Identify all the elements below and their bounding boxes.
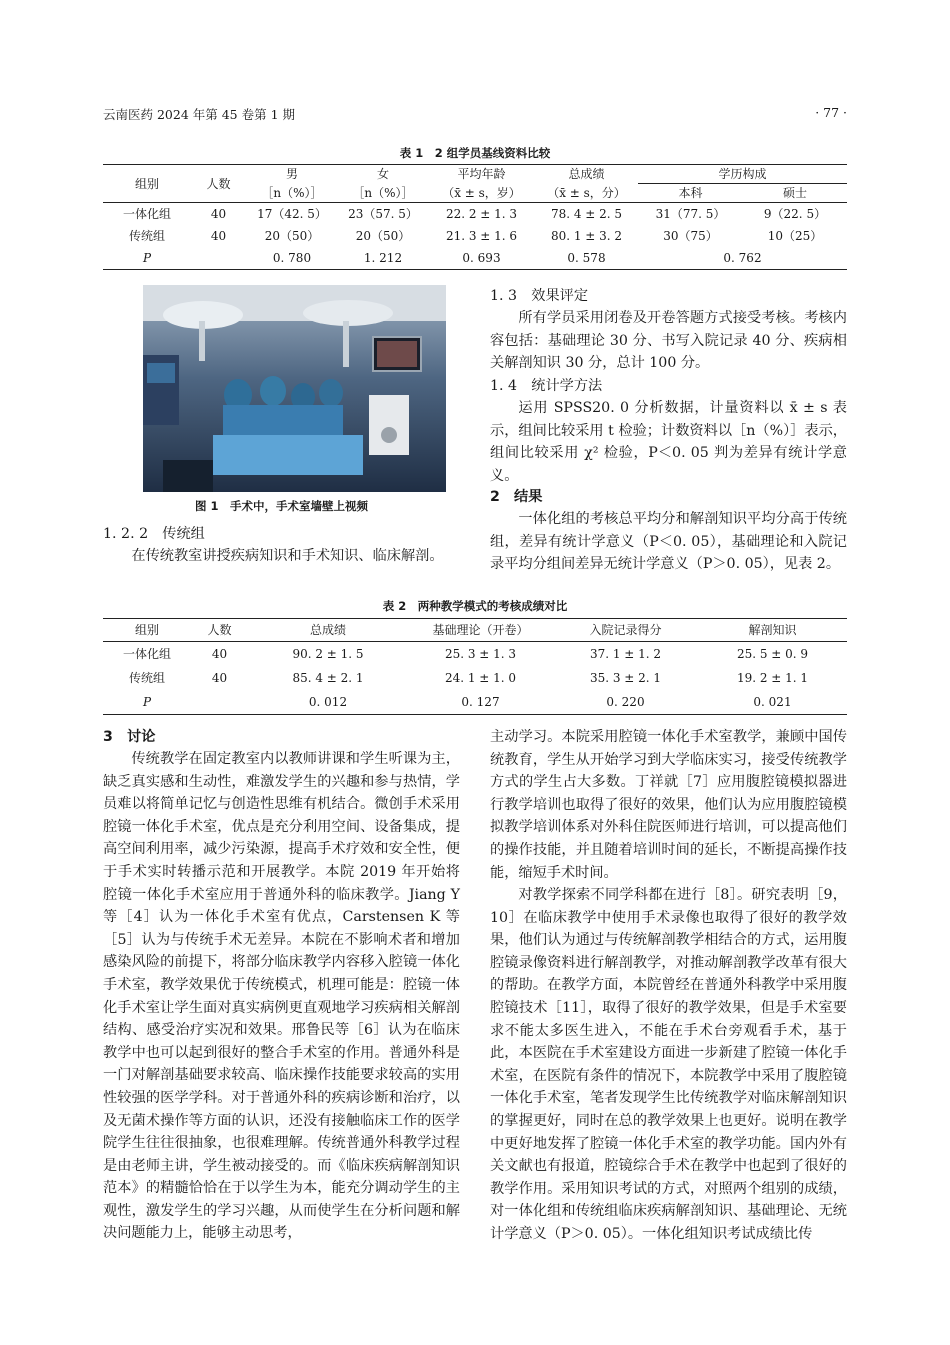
t1-h-group: 组别 <box>103 165 191 203</box>
table-cell: 0. 127 <box>408 690 553 715</box>
section-1-3-heading: 1. 3 效果评定 <box>490 288 589 304</box>
t2-h-anatomy: 解剖知识 <box>698 619 847 642</box>
table-cell: 0. 780 <box>246 247 338 270</box>
table-cell: 25. 3 ± 1. 3 <box>408 642 553 667</box>
table2 <box>103 618 847 715</box>
table-cell: 78. 4 ± 2. 5 <box>535 203 638 226</box>
table-cell: 40 <box>191 203 246 226</box>
table-cell: 传统组 <box>128 671 165 685</box>
table-cell: 40 <box>211 671 228 685</box>
table-cell: P <box>103 247 191 270</box>
table-row <box>103 225 847 247</box>
t1-h-female-unit: ［n（%）］ <box>352 185 414 200</box>
figure1-caption: 图 1 手术中，手术室墙壁上视频 <box>194 499 368 513</box>
t1-h-edu: 学历构成 <box>638 165 847 184</box>
table-row <box>103 690 847 715</box>
t2-h-group: 组别 <box>103 619 191 642</box>
table-cell: 40 <box>191 642 248 667</box>
table-row <box>103 203 847 226</box>
t1-h-n: 人数 <box>191 165 246 203</box>
section-1-2-2-heading: 1. 2. 2 传统组 <box>103 526 205 542</box>
table-cell: 30（75） <box>663 229 718 243</box>
t1-h-age-unit: （x̄ ± s，岁） <box>442 185 521 200</box>
table-cell: 0. 578 <box>535 247 638 270</box>
table2-caption: 表 2 两种教学模式的考核成绩对比 <box>382 599 568 613</box>
table-cell: 37. 1 ± 1. 2 <box>553 642 698 667</box>
section-3-right-paragraph-1: 主动学习。本院采用腔镜一体化手术室教学，兼顾中国传统教育，学生从开始学习到大学临床实习，接受传统教学方式的学生占大多数。丁祥就［7］应用腹腔镜模拟器进行教学培训也取得了很好的效果，他们认为应用腹腔镜模拟教学培训体系对外科住院医师进行培训，可以提高他们的操作技能，并且随着培训时间的延长，不断提高操作技能，缩短手术时间。 <box>490 729 847 881</box>
table-cell: 85. 4 ± 2. 1 <box>292 671 364 685</box>
table-row <box>103 666 847 690</box>
operating-room-photo <box>143 285 446 492</box>
section-1-4-text: 运用 SPSS20. 0 分析数据，计量资料以 x̄ ± s 表示，组间比较采用 t 检验；计数资料以［n（%）］表示，组间比较采用 χ² 检验，P＜0. 05 判为差异有统计学意义。 <box>490 400 847 484</box>
t1-h-bachelor: 本科 <box>638 184 743 203</box>
page-number: · 77 · <box>815 105 847 120</box>
section-2-heading: 2 结果 <box>490 489 543 505</box>
table-cell: 0. 693 <box>428 247 535 270</box>
table1-caption: 表 1 2 组学员基线资料比较 <box>399 146 551 160</box>
section-1-2-2-text: 在传统教室讲授疾病知识和手术知识、临床解剖。 <box>131 548 444 564</box>
section-1-3-text: 所有学员采用闭卷及开卷答题方式接受考核。考核内容包括：基础理论 30 分、书写入院记录 40 分、疾病相关解剖知识 30 分，总计 100 分。 <box>490 310 847 372</box>
table-cell: 0. 220 <box>553 690 698 715</box>
t1-h-male-unit: ［n（%）］ <box>261 185 323 200</box>
table-cell: 25. 5 ± 0. 9 <box>698 642 847 667</box>
table-row <box>103 247 847 270</box>
table-cell: 23（57. 5） <box>338 203 428 226</box>
t2-h-theory: 基础理论（开卷） <box>408 619 553 642</box>
t1-h-score-unit: （x̄ ± s，分） <box>547 185 626 200</box>
t1-h-master: 硕士 <box>743 184 847 203</box>
table-cell: P <box>103 690 191 715</box>
t1-h-score: 总成绩 <box>535 165 638 184</box>
section-1-4-heading: 1. 4 统计学方法 <box>490 378 603 394</box>
table-cell: 一体化组 <box>103 203 191 226</box>
journal-header: 云南医药 2024 年第 45 卷第 1 期 <box>103 107 296 122</box>
table-cell: 80. 1 ± 3. 2 <box>550 229 623 243</box>
section-3-heading: 3 讨论 <box>103 729 156 745</box>
t1-h-female: 女 <box>338 165 428 184</box>
table-cell: 22. 2 ± 1. 3 <box>428 203 535 226</box>
table-cell: 1. 212 <box>338 247 428 270</box>
section-3-left-paragraph: 传统教学在固定教室内以教师讲课和学生听课为主，缺乏真实感和生动性，难激发学生的兴趣和参与热情，学员难以将简单记忆与创造性思维有机结合。微创手术采用腔镜一体化手术室，优点是充分利用空间、设备集成，提高空间利用率，减少污染源，提高手术疗效和安全性，便于手术实时转播示范和开展教学。本院 2019 年开始将腔镜一体化手术室应用于普通外科的临床教学。Jiang Y 等［4］认为一体化手术室有优点，Carstensen K 等［5］认为与传统手术无差异。本院在不影响术者和增加感染风险的前提下，将部分临床教学内容移入腔镜一体化手术室，教学效果优于传统模式，机理可能是：腔镜一体化手术室让学生面对真实病例更直观地学习疾病相关解剖结构、感受治疗实况和效果。邢鲁民等［6］认为在临床教学中也可以起到很好的整合手术室的作用。普通外科是一门对解剖基础要求较高、临床操作技能要求较高的实用性较强的医学学科。对于普通外科的疾病诊断和治疗，以及无菌术操作等方面的认识，还没有接触临床工作的医学院学生往往很抽象，也很难理解。传统普通外科教学过程是由老师主讲，学生被动接受的。而《临床疾病解剖知识范本》的精髓恰恰在于以学生为本，能充分调动学生的主观性，激发学生的学习兴趣，从而使学生在分析问题和解决问题能力上，能够主动思考， <box>103 751 460 1242</box>
table-cell: 19. 2 ± 1. 1 <box>736 671 809 685</box>
table-cell: 20（50） <box>355 229 411 243</box>
table-cell: 90. 2 ± 1. 5 <box>248 642 408 667</box>
t1-h-male: 男 <box>246 165 338 184</box>
t2-h-n: 人数 <box>191 619 248 642</box>
section-3-right-paragraph-2: 对教学探索不同学科都在进行［8］。研究表明［9，10］在临床教学中使用手术录像也取得了很好的教学效果，他们认为通过与传统解剖教学相结合的方式，运用腹腔镜录像资料进行解剖教学，对推动解剖教学改革有很大的帮助。在教学方面，本院曾经在普通外科教学中采用腹腔镜技术［11］，取得了很好的教学效果，但是手术室要求不能太多医生进入，不能在手术台旁观看手术，基于此，本医院在手术室建设方面进一步新建了腔镜一体化手术室，在医院有条件的情况下，本院教学中采用了腹腔镜一体化手术室，笔者发现学生比传统教学对临床解剖知识的掌握更好，同时在总的教学效果上也更好。说明在教学中更好地发挥了腔镜一体化手术室的教学功能。国内外有关文献也有报道，腔镜综合手术在教学中也起到了很好的教学作用。采用知识考试的方式，对照两个组别的成绩，对一体化组和传统组临床疾病解剖知识、基础理论、无统计学意义（P＞0. 05）。一体化组知识考试成绩比传 <box>490 887 847 1242</box>
table-cell: 9（22. 5） <box>743 203 847 226</box>
table-cell: 10（25） <box>767 229 823 243</box>
table-cell: 一体化组 <box>103 642 191 667</box>
section-2-text: 一体化组的考核总平均分和解剖知识平均分高于传统组，差异有统计学意义（P＜0. 05），基础理论和入院记录平均分组间差异无统计学意义（P＞0. 05），见表 2。 <box>490 511 847 573</box>
table-cell: 31（77. 5） <box>638 203 743 226</box>
table-cell: 0. 021 <box>698 690 847 715</box>
table-cell: 21. 3 ± 1. 6 <box>445 229 518 243</box>
table-cell: 40 <box>210 229 227 243</box>
t1-h-age: 平均年龄 <box>428 165 535 184</box>
table-cell: 17（42. 5） <box>246 203 338 226</box>
table-cell <box>191 247 246 270</box>
table-row <box>103 642 847 667</box>
table-cell: 传统组 <box>128 229 165 243</box>
table-cell: 35. 3 ± 2. 1 <box>589 671 662 685</box>
table-cell: 24. 1 ± 1. 0 <box>444 671 517 685</box>
table1 <box>103 164 847 270</box>
table-cell: 0. 012 <box>248 690 408 715</box>
table-cell: 0. 762 <box>638 247 847 270</box>
t2-h-record: 入院记录得分 <box>553 619 698 642</box>
t2-h-total: 总成绩 <box>248 619 408 642</box>
table-cell: 20（50） <box>264 229 320 243</box>
table-cell <box>191 690 248 715</box>
